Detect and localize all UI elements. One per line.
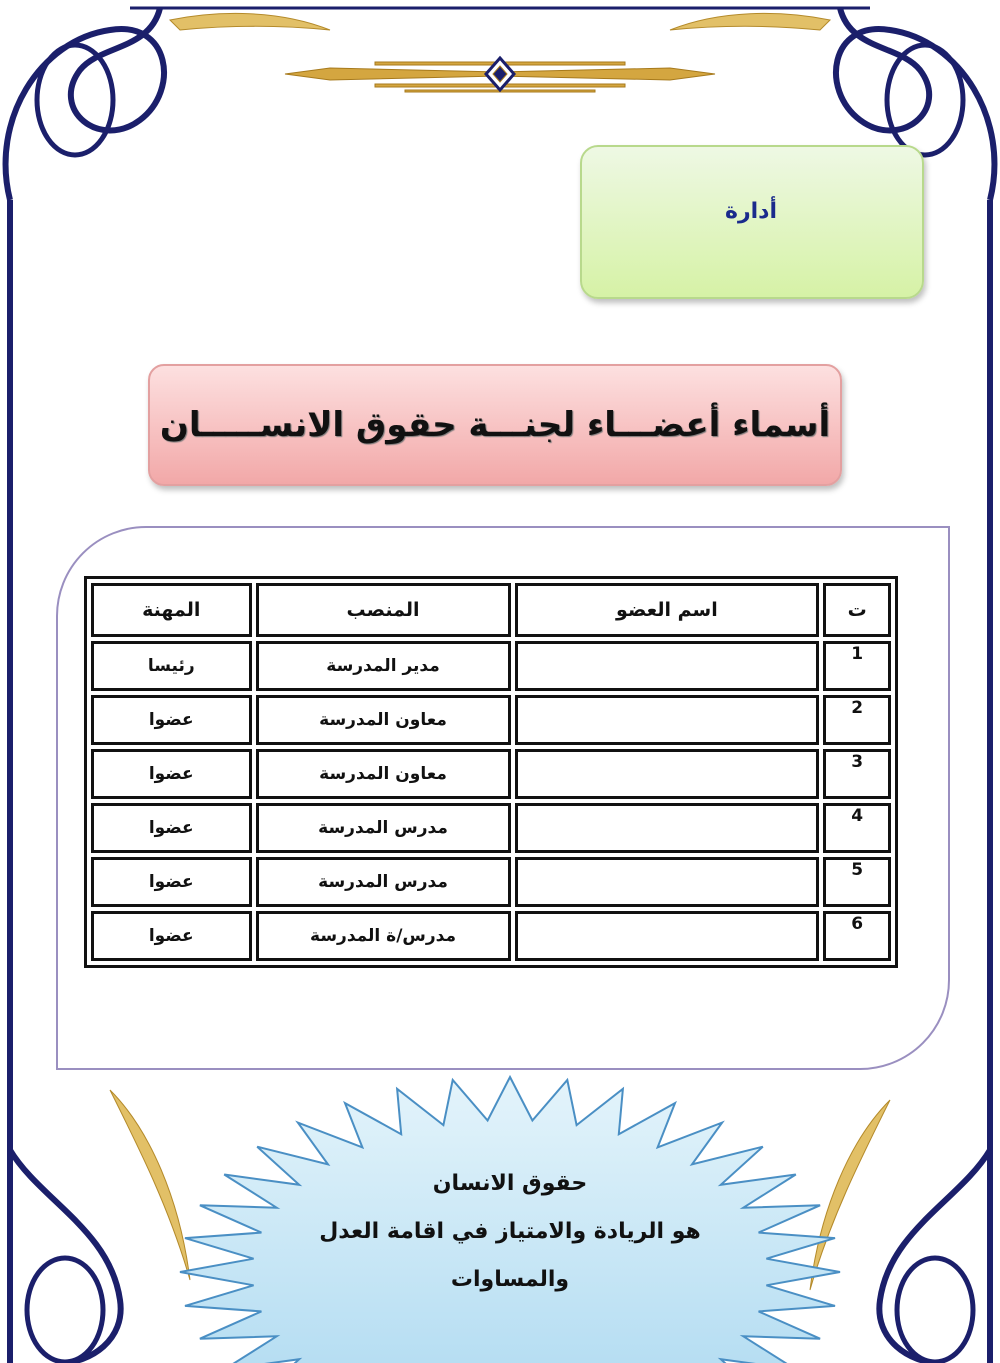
row-role: عضوا <box>91 695 252 745</box>
row-num: 6 <box>823 911 891 961</box>
table-header-row <box>91 583 891 637</box>
row-name <box>515 803 820 853</box>
table-row <box>91 911 891 961</box>
row-num: 5 <box>823 857 891 907</box>
row-num: 1 <box>823 641 891 691</box>
row-name <box>515 641 820 691</box>
row-position: معاون المدرسة <box>256 749 511 799</box>
title-box <box>148 364 842 486</box>
row-position: مدرس/ة المدرسة <box>256 911 511 961</box>
row-name <box>515 749 820 799</box>
table-row <box>91 857 891 907</box>
row-position: مدرس المدرسة <box>256 803 511 853</box>
row-position: مدير المدرسة <box>256 641 511 691</box>
footer-line-3: والمساوات <box>450 1267 570 1292</box>
footer-text <box>250 1160 770 1304</box>
footer-line-1: حقوق الانسان <box>432 1171 588 1196</box>
row-role: عضوا <box>91 857 252 907</box>
row-num: 4 <box>823 803 891 853</box>
table-row <box>91 641 891 691</box>
header-role: المهنة <box>91 583 252 637</box>
row-name <box>515 695 820 745</box>
members-table <box>84 576 898 968</box>
row-role: عضوا <box>91 749 252 799</box>
table-row <box>91 749 891 799</box>
row-role: رئيسا <box>91 641 252 691</box>
header-position: المنصب <box>256 583 511 637</box>
row-position: مدرس المدرسة <box>256 857 511 907</box>
top-ornament <box>285 58 715 92</box>
admin-label: أدارة <box>724 199 777 224</box>
row-name <box>515 857 820 907</box>
header-num: ت <box>823 583 891 637</box>
row-role: عضوا <box>91 803 252 853</box>
row-num: 3 <box>823 749 891 799</box>
table-row <box>91 803 891 853</box>
page-title: أسماء أعضـــاء لجنـــة حقوق الانســـــان <box>159 405 831 445</box>
admin-box <box>580 145 924 299</box>
table-row <box>91 695 891 745</box>
row-role: عضوا <box>91 911 252 961</box>
footer-line-2: هو الريادة والامتياز في اقامة العدل <box>319 1219 701 1244</box>
header-name: اسم العضو <box>515 583 820 637</box>
row-name <box>515 911 820 961</box>
row-position: معاون المدرسة <box>256 695 511 745</box>
row-num: 2 <box>823 695 891 745</box>
